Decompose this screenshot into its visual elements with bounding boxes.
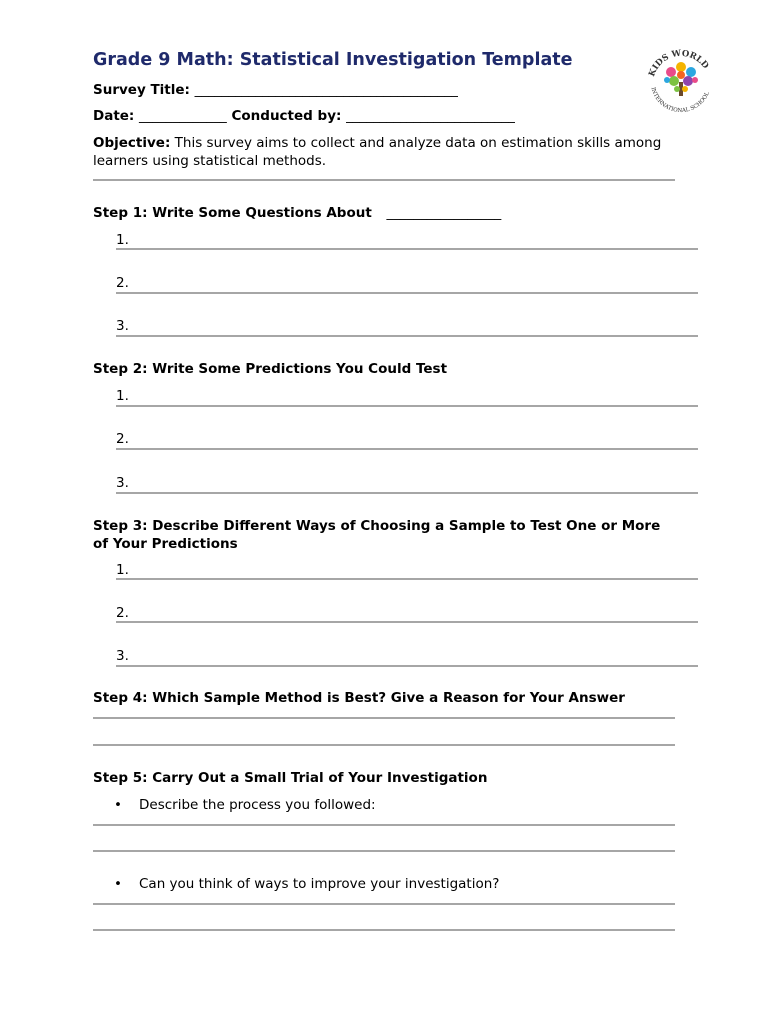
step5-heading: Step 5: Carry Out a Small Trial of Your Investigation — [93, 770, 488, 786]
step2-item-number: 3. — [116, 475, 129, 491]
step1-item-number: 1. — [116, 232, 129, 248]
step1-topic-blank[interactable]: _________________ — [386, 205, 502, 221]
conducted-by-blank[interactable]: _________________________ — [346, 108, 515, 124]
step5-process-line-2[interactable] — [93, 850, 675, 852]
step2-heading: Step 2: Write Some Predictions You Could Test — [93, 361, 448, 377]
step2-item-number: 2. — [116, 431, 129, 447]
step1-answer-line-3[interactable] — [116, 335, 698, 337]
bullet-icon: • — [114, 876, 122, 892]
step3-answer-line-1[interactable] — [116, 578, 698, 580]
svg-text:KIDS WORLD: KIDS WORLD — [647, 48, 711, 79]
step3-answer-line-3[interactable] — [116, 665, 698, 667]
survey-title-line — [93, 82, 458, 98]
step2-answer-line-1[interactable] — [116, 405, 698, 407]
divider-rule — [93, 179, 675, 181]
step5-bullet-process: Describe the process you followed: — [139, 797, 376, 813]
conducted-by-label: Conducted by: — [231, 108, 342, 124]
objective-label: Objective: — [93, 135, 171, 151]
step2-answer-line-2[interactable] — [116, 448, 698, 450]
step4-answer-line-2[interactable] — [93, 744, 675, 746]
step1-answer-line-1[interactable] — [116, 248, 698, 250]
survey-title-label: Survey Title: — [93, 82, 190, 98]
step3-item-number: 2. — [116, 605, 129, 621]
page-title: Grade 9 Math: Statistical Investigation Template — [93, 50, 573, 70]
school-logo — [641, 42, 721, 122]
objective-paragraph — [93, 134, 673, 170]
step1-item-number: 3. — [116, 318, 129, 334]
step1-item-number: 2. — [116, 275, 129, 291]
svg-text:INTERNATIONAL SCHOOL: INTERNATIONAL SCHOOL — [649, 86, 711, 115]
date-blank[interactable]: _____________ — [139, 108, 227, 124]
step4-answer-line-1[interactable] — [93, 717, 675, 719]
step1-heading-line — [93, 205, 501, 221]
step5-improve-line-2[interactable] — [93, 929, 675, 931]
step3-item-number: 3. — [116, 648, 129, 664]
step4-heading: Step 4: Which Sample Method is Best? Give a Reason for Your Answer — [93, 690, 625, 706]
step2-item-number: 1. — [116, 388, 129, 404]
date-conducted-line — [93, 108, 515, 124]
step3-heading: Step 3: Describe Different Ways of Choosing a Sample to Test One or More of Your Predictions — [93, 518, 661, 552]
step3-item-number: 1. — [116, 562, 129, 578]
step5-process-line-1[interactable] — [93, 824, 675, 826]
date-label: Date: — [93, 108, 135, 124]
step1-heading: Step 1: Write Some Questions About — [93, 205, 372, 221]
step5-bullet-improve: Can you think of ways to improve your investigation? — [139, 876, 500, 892]
step3-answer-line-2[interactable] — [116, 621, 698, 623]
step2-answer-line-3[interactable] — [116, 492, 698, 494]
step1-answer-line-2[interactable] — [116, 292, 698, 294]
objective-text: This survey aims to collect and analyze data on estimation skills among learners using statistical methods. — [93, 135, 662, 169]
step5-improve-line-1[interactable] — [93, 903, 675, 905]
bullet-icon: • — [114, 797, 122, 813]
survey-title-blank[interactable]: _______________________________________ — [194, 82, 458, 98]
